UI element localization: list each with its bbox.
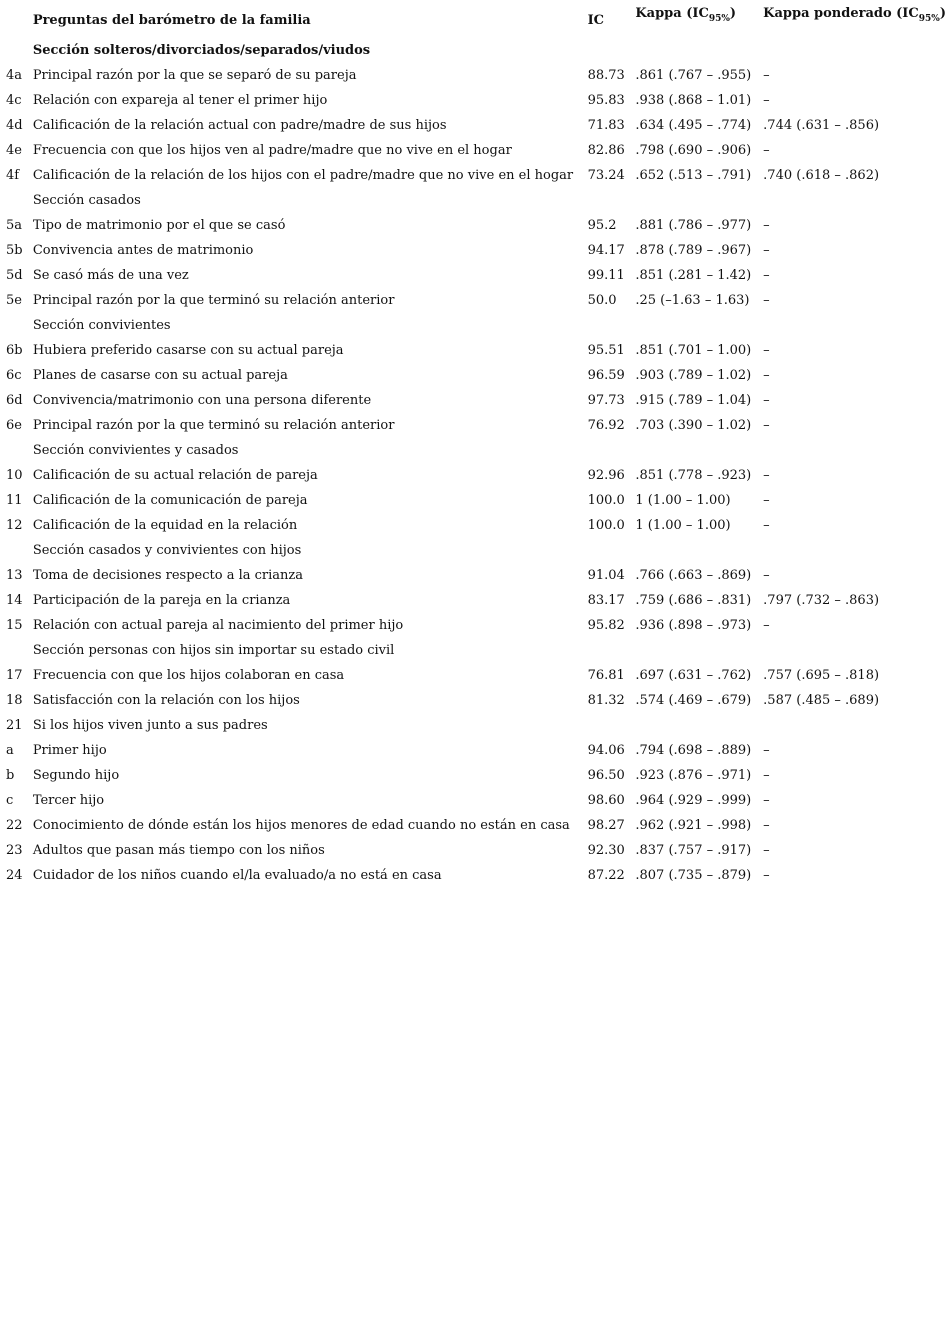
item-weighted-kappa: – xyxy=(763,517,770,533)
item-number: 24 xyxy=(6,867,23,883)
item-question: Frecuencia con que los hijos colaboran en casa xyxy=(32,667,345,683)
item-number: 14 xyxy=(6,592,23,608)
table-row xyxy=(6,813,946,838)
item-ic: 92.96 xyxy=(587,467,625,483)
item-question: Primer hijo xyxy=(32,742,107,758)
section-heading: Sección casados xyxy=(32,192,141,208)
table-row xyxy=(6,263,946,288)
reliability-table-page xyxy=(6,4,946,888)
table-row xyxy=(6,388,946,413)
item-ic: 91.04 xyxy=(587,567,625,583)
item-ic: 88.73 xyxy=(587,67,625,83)
item-kappa: 1 (1.00 – 1.00) xyxy=(635,517,731,533)
item-question: Se casó más de una vez xyxy=(32,267,189,283)
table-row xyxy=(6,663,946,688)
item-ic: 76.81 xyxy=(587,667,625,683)
item-number: 12 xyxy=(6,517,23,533)
item-kappa: 1 (1.00 – 1.00) xyxy=(635,492,731,508)
table-row xyxy=(6,788,946,813)
item-question: Principal razón por la que terminó su relación anterior xyxy=(32,417,395,433)
item-question: Satisfacción con la relación con los hijos xyxy=(32,692,300,708)
header-weighted-kappa xyxy=(763,4,946,38)
item-question: Relación con expareja al tener el primer hijo xyxy=(32,92,328,108)
table-row xyxy=(6,138,946,163)
item-question: Calificación de la relación actual con padre/madre de sus hijos xyxy=(32,117,447,133)
item-number: 4d xyxy=(6,117,23,133)
table-row xyxy=(6,338,946,363)
item-weighted-kappa: – xyxy=(763,817,770,833)
header-weighted-kappa-subscript: 95% xyxy=(918,14,940,24)
table-row xyxy=(6,288,946,313)
item-number: 6e xyxy=(6,417,22,433)
section-number-cell xyxy=(6,313,33,338)
item-ic: 82.86 xyxy=(587,142,625,158)
item-number: 5b xyxy=(6,242,23,258)
item-kappa: .881 (.786 – .977) xyxy=(635,217,752,233)
item-ic: 94.06 xyxy=(587,742,625,758)
item-weighted-kappa: – xyxy=(763,342,770,358)
item-question: Convivencia/matrimonio con una persona diferente xyxy=(32,392,372,408)
section-heading-row xyxy=(6,188,946,213)
item-ic: 100.0 xyxy=(587,492,625,508)
item-number: 18 xyxy=(6,692,23,708)
section-heading: Sección casados y convivientes con hijos xyxy=(32,542,302,558)
barometer-reliability-table xyxy=(6,4,946,888)
item-weighted-kappa: .757 (.695 – .818) xyxy=(763,667,880,683)
item-weighted-kappa: .744 (.631 – .856) xyxy=(763,117,880,133)
section-number-cell xyxy=(6,538,33,563)
item-kappa: .794 (.698 – .889) xyxy=(635,742,752,758)
item-number: 6d xyxy=(6,392,23,408)
item-number: 5a xyxy=(6,217,23,233)
item-number: 22 xyxy=(6,817,23,833)
item-question: Adultos que pasan más tiempo con los niños xyxy=(32,842,325,858)
table-row xyxy=(6,363,946,388)
item-number: 13 xyxy=(6,567,23,583)
item-question: Calificación de la comunicación de pareja xyxy=(32,492,308,508)
item-weighted-kappa: – xyxy=(763,767,770,783)
section-heading: Sección solteros/divorciados/separados/viudos xyxy=(32,42,371,58)
item-question: Participación de la pareja en la crianza xyxy=(32,592,291,608)
section-heading-row xyxy=(6,538,946,563)
item-number: 6b xyxy=(6,342,23,358)
section-number-cell xyxy=(6,638,33,663)
item-question: Tercer hijo xyxy=(32,792,105,808)
item-kappa: .861 (.767 – .955) xyxy=(635,67,752,83)
item-kappa: .25 (–1.63 – 1.63) xyxy=(635,292,750,308)
item-kappa: .938 (.868 – 1.01) xyxy=(635,92,752,108)
table-row xyxy=(6,763,946,788)
item-number: 21 xyxy=(6,717,23,733)
item-ic: 73.24 xyxy=(587,167,625,183)
item-weighted-kappa: – xyxy=(763,242,770,258)
header-kappa-text: Kappa (IC xyxy=(635,6,709,21)
item-number: 15 xyxy=(6,617,23,633)
header-weighted-kappa-close: ) xyxy=(939,6,946,21)
section-heading: Sección personas con hijos sin importar su estado civil xyxy=(32,642,395,658)
item-ic: 95.51 xyxy=(587,342,625,358)
item-kappa: .851 (.281 – 1.42) xyxy=(635,267,752,283)
item-kappa: .962 (.921 – .998) xyxy=(635,817,752,833)
item-ic: 96.59 xyxy=(587,367,625,383)
table-row xyxy=(6,738,946,763)
section-heading: Sección convivientes xyxy=(32,317,171,333)
table-row xyxy=(6,213,946,238)
item-kappa: .837 (.757 – .917) xyxy=(635,842,752,858)
item-weighted-kappa: – xyxy=(763,792,770,808)
item-weighted-kappa: – xyxy=(763,217,770,233)
item-weighted-kappa: – xyxy=(763,417,770,433)
item-number: 4e xyxy=(6,142,22,158)
item-question: Principal razón por la que terminó su relación anterior xyxy=(32,292,395,308)
item-question: Calificación de la relación de los hijos con el padre/madre que no vive en el hogar xyxy=(32,167,574,183)
table-row xyxy=(6,713,946,738)
item-question: Conocimiento de dónde están los hijos menores de edad cuando no están en casa xyxy=(32,817,570,833)
item-question: Calificación de su actual relación de pareja xyxy=(32,467,318,483)
item-question: Hubiera preferido casarse con su actual pareja xyxy=(32,342,344,358)
item-ic: 94.17 xyxy=(587,242,625,258)
section-heading-row xyxy=(6,438,946,463)
table-row xyxy=(6,463,946,488)
item-ic: 87.22 xyxy=(587,867,625,883)
item-kappa: .878 (.789 – .967) xyxy=(635,242,752,258)
item-question: Calificación de la equidad en la relación xyxy=(32,517,298,533)
item-ic xyxy=(588,713,636,738)
table-row xyxy=(6,863,946,888)
item-kappa: .759 (.686 – .831) xyxy=(635,592,752,608)
header-weighted-kappa-text: Kappa ponderado (IC xyxy=(763,6,919,21)
item-weighted-kappa: .740 (.618 – .862) xyxy=(763,167,880,183)
item-kappa: .697 (.631 – .762) xyxy=(635,667,752,683)
item-number: 11 xyxy=(6,492,23,508)
section-heading-row xyxy=(6,313,946,338)
item-ic: 96.50 xyxy=(587,767,625,783)
item-ic: 100.0 xyxy=(587,517,625,533)
item-ic: 98.60 xyxy=(587,792,625,808)
item-number: 10 xyxy=(6,467,23,483)
section-number-cell xyxy=(6,38,33,63)
item-weighted-kappa: .797 (.732 – .863) xyxy=(763,592,880,608)
item-weighted-kappa: – xyxy=(763,867,770,883)
item-kappa: .652 (.513 – .791) xyxy=(635,167,752,183)
item-kappa: .634 (.495 – .774) xyxy=(635,117,752,133)
item-number: c xyxy=(6,792,14,808)
item-kappa: .798 (.690 – .906) xyxy=(635,142,752,158)
item-ic: 92.30 xyxy=(587,842,625,858)
item-weighted-kappa: – xyxy=(763,367,770,383)
item-number: 4a xyxy=(6,67,23,83)
item-kappa: .915 (.789 – 1.04) xyxy=(635,392,752,408)
item-kappa: .903 (.789 – 1.02) xyxy=(635,367,752,383)
item-ic: 95.2 xyxy=(587,217,617,233)
table-row xyxy=(6,688,946,713)
item-weighted-kappa: – xyxy=(763,267,770,283)
header-kappa-subscript: 95% xyxy=(708,14,730,24)
header-kappa-close: ) xyxy=(729,6,737,21)
section-heading-row xyxy=(6,38,946,63)
item-ic: 95.82 xyxy=(587,617,625,633)
item-number: 23 xyxy=(6,842,23,858)
item-weighted-kappa: – xyxy=(763,842,770,858)
item-weighted-kappa: – xyxy=(763,142,770,158)
table-header xyxy=(6,4,946,38)
item-number: 4f xyxy=(6,167,20,183)
item-kappa: .851 (.701 – 1.00) xyxy=(635,342,752,358)
table-body xyxy=(6,38,946,888)
item-kappa: .964 (.929 – .999) xyxy=(635,792,752,808)
header-row xyxy=(6,4,946,38)
item-question: Planes de casarse con su actual pareja xyxy=(32,367,288,383)
item-ic: 97.73 xyxy=(587,392,625,408)
table-row xyxy=(6,413,946,438)
item-question: Cuidador de los niños cuando el/la evaluado/a no está en casa xyxy=(32,867,442,883)
item-number: b xyxy=(6,767,15,783)
item-ic: 81.32 xyxy=(587,692,625,708)
item-kappa: .703 (.390 – 1.02) xyxy=(635,417,752,433)
section-number-cell xyxy=(6,438,33,463)
item-kappa: .851 (.778 – .923) xyxy=(635,467,752,483)
item-ic: 71.83 xyxy=(587,117,625,133)
item-number: 4c xyxy=(6,92,22,108)
item-kappa: .766 (.663 – .869) xyxy=(635,567,752,583)
item-kappa: .807 (.735 – .879) xyxy=(635,867,752,883)
header-number xyxy=(6,4,33,38)
table-row xyxy=(6,838,946,863)
item-ic: 98.27 xyxy=(587,817,625,833)
table-row xyxy=(6,588,946,613)
item-question: Tipo de matrimonio por el que se casó xyxy=(32,217,286,233)
item-question: Si los hijos viven junto a sus padres xyxy=(32,717,268,733)
item-kappa: .574 (.469 – .679) xyxy=(635,692,752,708)
item-weighted-kappa: – xyxy=(763,467,770,483)
item-question: Relación con actual pareja al nacimiento del primer hijo xyxy=(32,617,404,633)
item-ic: 76.92 xyxy=(587,417,625,433)
table-row xyxy=(6,113,946,138)
item-question: Convivencia antes de matrimonio xyxy=(32,242,254,258)
item-weighted-kappa xyxy=(763,713,946,738)
item-number: 5e xyxy=(6,292,22,308)
item-weighted-kappa: – xyxy=(763,92,770,108)
item-kappa xyxy=(635,713,763,738)
item-weighted-kappa: – xyxy=(763,567,770,583)
section-heading: Sección convivientes y casados xyxy=(32,442,239,458)
table-row xyxy=(6,238,946,263)
item-question: Frecuencia con que los hijos ven al padre/madre que no vive en el hogar xyxy=(32,142,512,158)
table-row xyxy=(6,88,946,113)
item-weighted-kappa: – xyxy=(763,742,770,758)
item-weighted-kappa: – xyxy=(763,492,770,508)
section-heading-row xyxy=(6,638,946,663)
item-ic: 83.17 xyxy=(587,592,625,608)
table-row xyxy=(6,613,946,638)
item-weighted-kappa: .587 (.485 – .689) xyxy=(763,692,880,708)
table-row xyxy=(6,563,946,588)
header-ic: IC xyxy=(587,13,604,28)
header-kappa xyxy=(635,4,763,38)
item-weighted-kappa: – xyxy=(763,67,770,83)
item-weighted-kappa: – xyxy=(763,292,770,308)
item-number: 6c xyxy=(6,367,22,383)
item-number: a xyxy=(6,742,14,758)
item-question: Toma de decisiones respecto a la crianza xyxy=(32,567,303,583)
header-question: Preguntas del barómetro de la familia xyxy=(32,13,311,28)
item-kappa: .923 (.876 – .971) xyxy=(635,767,752,783)
table-row xyxy=(6,63,946,88)
item-ic: 95.83 xyxy=(587,92,625,108)
item-weighted-kappa: – xyxy=(763,392,770,408)
item-question: Principal razón por la que se separó de su pareja xyxy=(32,67,357,83)
table-row xyxy=(6,513,946,538)
table-row xyxy=(6,163,946,188)
item-number: 5d xyxy=(6,267,23,283)
item-question: Segundo hijo xyxy=(32,767,120,783)
item-ic: 99.11 xyxy=(587,267,625,283)
item-number: 17 xyxy=(6,667,23,683)
item-ic: 50.0 xyxy=(587,292,617,308)
item-weighted-kappa: – xyxy=(763,617,770,633)
section-number-cell xyxy=(6,188,33,213)
table-row xyxy=(6,488,946,513)
item-kappa: .936 (.898 – .973) xyxy=(635,617,752,633)
